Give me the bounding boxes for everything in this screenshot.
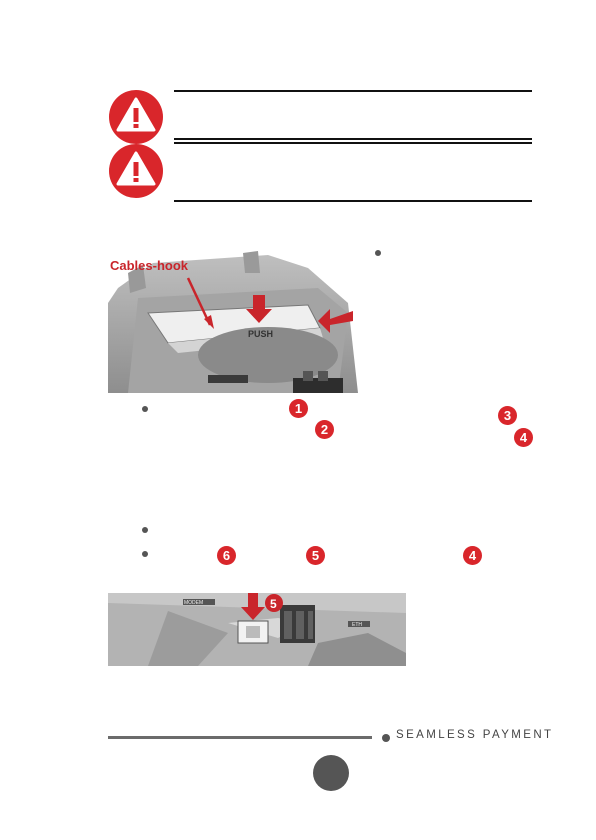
warning-icon [108, 89, 164, 145]
footer-tagline: SEAMLESS PAYMENT [396, 729, 554, 741]
bullet-step-b [142, 527, 148, 533]
cables-hook-illustration [108, 243, 363, 393]
warning-mid-rule-2 [174, 142, 532, 144]
warning-top-rule [174, 90, 532, 92]
step-number-4: 4 [514, 428, 533, 447]
footer-rule [108, 736, 372, 739]
warning-icon [108, 143, 164, 199]
step-number-5: 5 [306, 546, 325, 565]
figure2-callout-number: 5 [270, 597, 277, 611]
cables-hook-photo [108, 243, 363, 393]
step-number-6: 6 [217, 546, 236, 565]
ports-illustration [108, 593, 406, 666]
bullet-right-of-photo [375, 250, 381, 256]
push-label: PUSH [248, 329, 274, 339]
footer-dot [382, 734, 390, 742]
page-number-badge [313, 755, 349, 791]
step-number-1: 1 [289, 399, 308, 418]
warning-bottom-rule [174, 200, 532, 202]
cables-hook-label: Cables-hook [110, 258, 189, 273]
eth-slot-label: ETH [352, 622, 362, 628]
ports-photo [108, 593, 406, 666]
warning-mid-rule-1 [174, 138, 532, 140]
step-number-2: 2 [315, 420, 334, 439]
bullet-step-c [142, 551, 148, 557]
step-number-3: 3 [498, 406, 517, 425]
step-number-4-second: 4 [463, 546, 482, 565]
modem-slot-label: MODEM [184, 600, 204, 606]
bullet-step-a [142, 406, 148, 412]
